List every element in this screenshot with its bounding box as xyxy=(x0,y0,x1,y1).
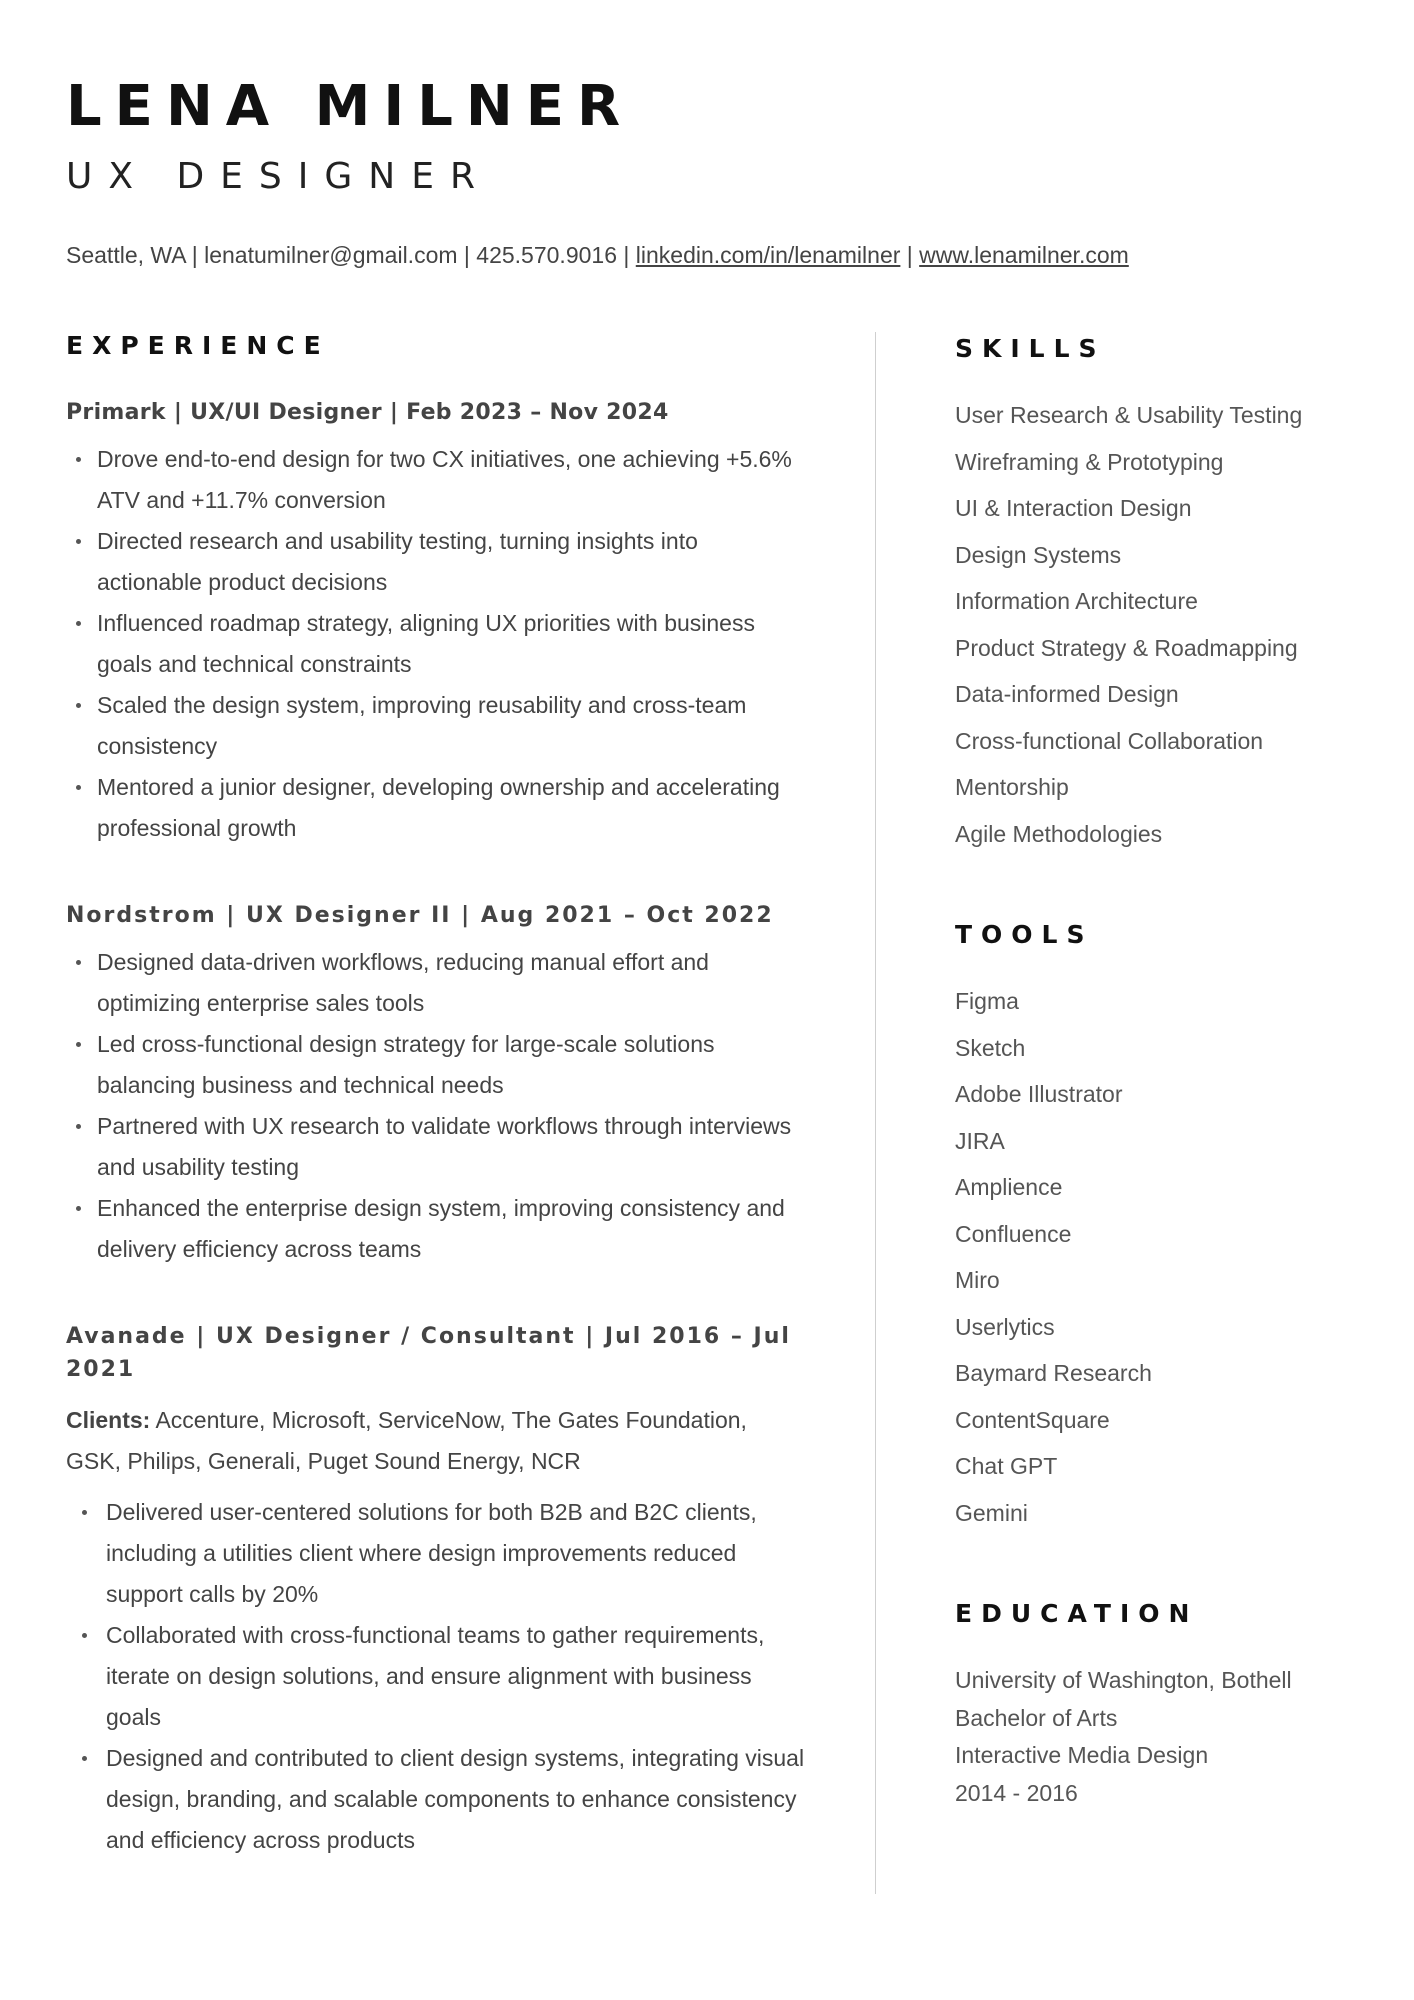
tool-item: Gemini xyxy=(955,1499,1028,1526)
tool-item: Sketch xyxy=(955,1034,1026,1061)
skill-item: Agile Methodologies xyxy=(955,820,1163,847)
job-bullets xyxy=(66,942,806,1270)
skills-heading: SKILLS xyxy=(955,334,1106,363)
column-divider xyxy=(875,332,876,1894)
clients-list: Accenture, Microsoft, ServiceNow, The Gates Foundation, GSK, Philips, Generali, Puget Sound Energy, NCR xyxy=(66,1407,747,1474)
tool-item: Confluence xyxy=(955,1220,1072,1247)
job-bullet: Mentored a junior designer, developing ownership and accelerating professional growth xyxy=(66,767,806,849)
tool-item: Chat GPT xyxy=(955,1453,1058,1479)
education-school: University of Washington, Bothell xyxy=(955,1667,1292,1693)
job-bullets xyxy=(66,439,806,849)
experience-heading: EXPERIENCE xyxy=(66,331,330,360)
education-section xyxy=(955,1598,1375,1812)
tools-heading: TOOLS xyxy=(955,920,1094,949)
job-bullet: Directed research and usability testing, turning insights into actionable product decisions xyxy=(66,521,806,603)
tool-item: Adobe Illustrator xyxy=(955,1081,1123,1107)
tool-item: JIRA xyxy=(955,1127,1005,1154)
clients-line xyxy=(66,1400,806,1482)
candidate-name: LENA MILNER xyxy=(66,74,634,139)
tools-section xyxy=(955,919,1375,1536)
skill-item: Wireframing & Prototyping xyxy=(955,448,1224,475)
job-bullet: Drove end-to-end design for two CX initiatives, one achieving +5.6% ATV and +11.7% conversion xyxy=(66,439,806,521)
tool-item: Miro xyxy=(955,1267,1000,1293)
education-heading: EDUCATION xyxy=(955,1599,1199,1628)
job-bullet: Partnered with UX research to validate workflows through interviews and usability testing xyxy=(66,1106,806,1188)
job-title: Nordstrom | UX Designer II | Aug 2021 – Oct 2022 xyxy=(66,903,774,928)
education-degree: Bachelor of Arts xyxy=(955,1704,1118,1731)
tools-list xyxy=(955,978,1375,1536)
job-bullet: Scaled the design system, improving reusability and cross-team consistency xyxy=(66,685,806,767)
job-bullets xyxy=(66,1492,806,1861)
tool-item: ContentSquare xyxy=(955,1406,1110,1433)
job-bullet: Delivered user-centered solutions for both B2B and B2C clients, including a utilities client where design improvements reduced support calls by 20% xyxy=(66,1492,806,1615)
tool-item: Baymard Research xyxy=(955,1360,1152,1386)
linkedin-link[interactable]: linkedin.com/in/lenamilner xyxy=(635,242,901,268)
skill-item: Information Architecture xyxy=(955,588,1198,614)
job-bullet: Enhanced the enterprise design system, improving consistency and delivery efficiency across teams xyxy=(66,1188,806,1270)
job-entry-avanade xyxy=(66,1320,806,1861)
skills-list xyxy=(955,392,1375,857)
skills-section xyxy=(955,333,1375,857)
skill-item: UI & Interaction Design xyxy=(955,495,1192,521)
sidebar-column xyxy=(955,333,1375,1874)
job-entry-nordstrom xyxy=(66,899,806,1270)
contact-phone: 425.570.9016 xyxy=(476,242,617,268)
contact-location: Seattle, WA xyxy=(66,242,186,268)
experience-section xyxy=(66,330,806,1911)
job-bullet: Led cross-functional design strategy for large-scale solutions balancing business and technical needs xyxy=(66,1024,806,1106)
contact-line xyxy=(66,240,1366,270)
education-details xyxy=(955,1662,1375,1812)
skill-item: Design Systems xyxy=(955,541,1122,568)
skill-item: Mentorship xyxy=(955,774,1069,800)
skill-item: User Research & Usability Testing xyxy=(955,402,1303,428)
skill-item: Cross-functional Collaboration xyxy=(955,727,1264,754)
job-bullet: Influenced roadmap strategy, aligning UX priorities with business goals and technical constraints xyxy=(66,603,806,685)
tool-item: Amplience xyxy=(955,1174,1063,1200)
contact-separator: | xyxy=(900,242,920,268)
tool-item: Figma xyxy=(955,988,1019,1014)
contact-separator: | xyxy=(185,242,205,268)
clients-label: Clients: xyxy=(66,1407,151,1433)
skill-item: Product Strategy & Roadmapping xyxy=(955,634,1298,661)
job-entry-primark xyxy=(66,396,806,849)
website-link[interactable]: www.lenamilner.com xyxy=(919,242,1129,268)
job-bullet: Designed and contributed to client design systems, integrating visual design, branding, and scalable components to enhance consistency and efficiency across products xyxy=(66,1738,806,1861)
skill-item: Data-informed Design xyxy=(955,681,1179,707)
candidate-role: UX DESIGNER xyxy=(66,156,491,197)
contact-email: lenatumilner@gmail.com xyxy=(204,242,458,268)
contact-separator: | xyxy=(457,242,477,268)
job-title: Primark | UX/UI Designer | Feb 2023 – Nov 2024 xyxy=(66,400,669,425)
education-years: 2014 - 2016 xyxy=(955,1779,1078,1806)
job-bullet: Designed data-driven workflows, reducing manual effort and optimizing enterprise sales tools xyxy=(66,942,806,1024)
resume-header xyxy=(66,72,1366,270)
education-major: Interactive Media Design xyxy=(955,1742,1209,1768)
job-bullet: Collaborated with cross-functional teams to gather requirements, iterate on design solutions, and ensure alignment with business goals xyxy=(66,1615,806,1738)
tool-item: Userlytics xyxy=(955,1313,1055,1340)
contact-separator: | xyxy=(617,242,636,268)
job-title: Avanade | UX Designer / Consultant | Jul 2016 – Jul 2021 xyxy=(66,1324,791,1382)
